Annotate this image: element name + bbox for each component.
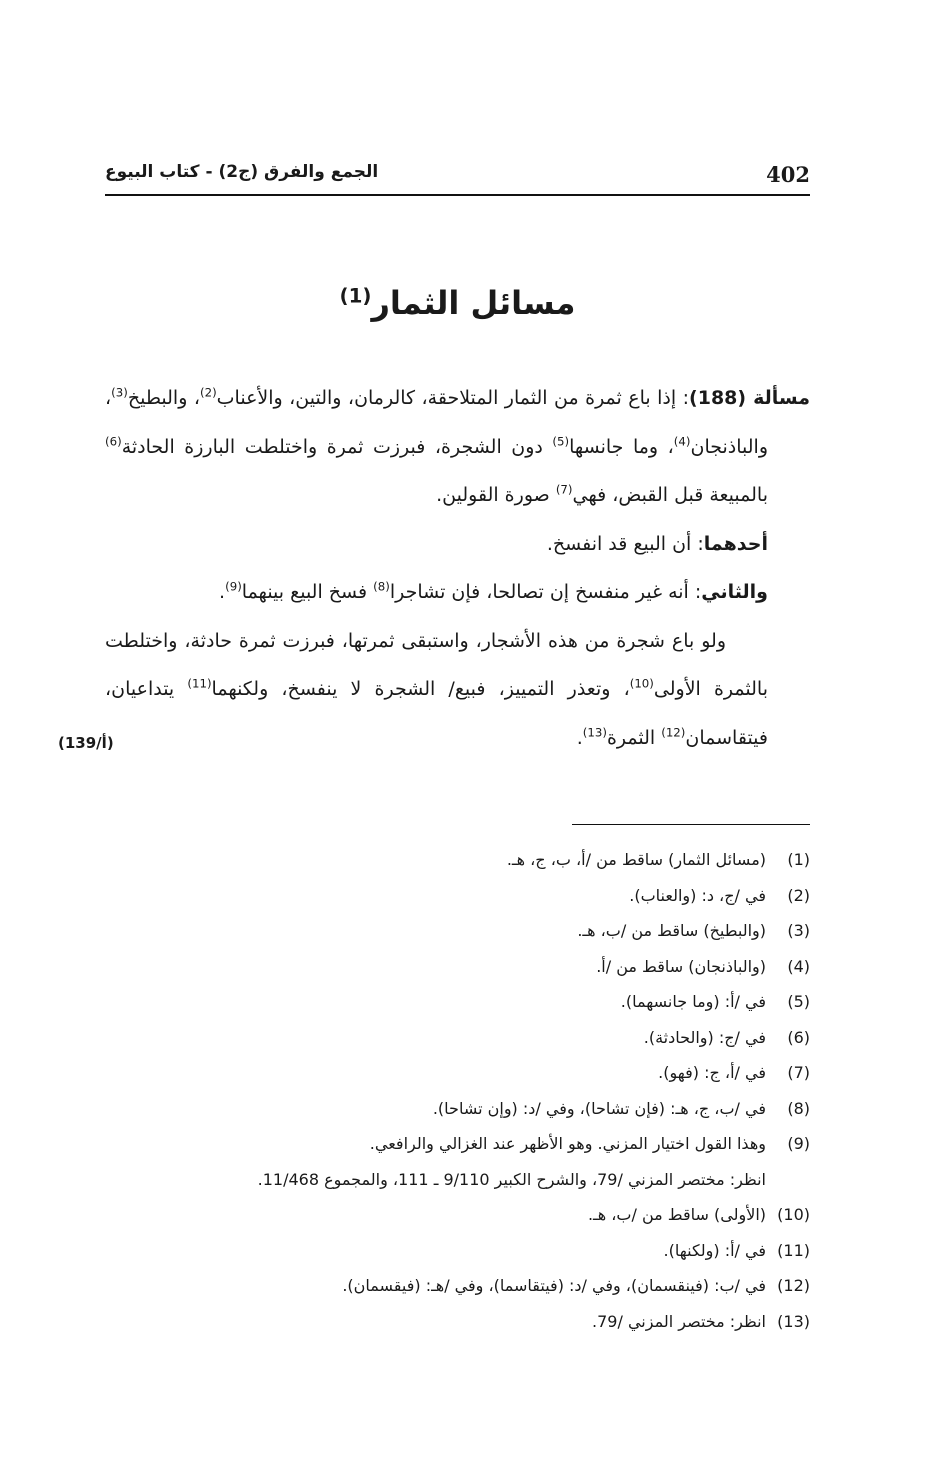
- page-number: 402: [766, 162, 810, 187]
- footnote-ref: (3): [111, 385, 128, 400]
- footnote: [105, 949, 810, 985]
- paragraph-first-opinion: [105, 520, 810, 569]
- footnote-number: (13): [777, 1311, 810, 1331]
- footnote: [105, 1304, 810, 1340]
- footnote-text: في /ب، ج، هـ: (فإن تشاحا)، وفي /د: (وإن تشاحا).: [432, 1098, 766, 1118]
- text-run: الثمرة: [606, 726, 662, 749]
- text-run: ولو باع شجرة من هذه الأشجار، واستبقى ثمرتها، فبرزت ثمرة حادثة، واختلطت بالثمرة الأولى: [105, 629, 768, 700]
- footnote-ref: (4): [673, 434, 691, 449]
- footnote-text: في /أ، ج: (فهو).: [658, 1063, 766, 1082]
- footnote-number: (10): [777, 1205, 810, 1224]
- footnote-ref: (6): [105, 434, 122, 449]
- footnote-text: في /ب: (فينقسمان)، وفي /د: (فيتقاسما)، وفي /هـ: (فيقسمان).: [342, 1276, 766, 1295]
- text-run: : أنه غير منفسخ إن تصالحا، فإن تشاجرا: [389, 581, 702, 603]
- text-run: ، والباذنجان: [105, 387, 769, 458]
- footnote: [105, 1055, 810, 1091]
- footnote-text: (والباذنجان) ساقط من /أ.: [596, 956, 766, 976]
- footnote-ref: (12): [661, 725, 686, 740]
- paragraph-masala-188: [105, 374, 810, 520]
- footnote: [105, 1268, 810, 1304]
- chapter-title: [105, 284, 810, 322]
- footnote-number: (5): [787, 992, 810, 1011]
- footnote-ref: (7): [555, 482, 573, 497]
- footnote-text: انظر: مختصر المزني /79.: [592, 1311, 766, 1331]
- footnote-ref: (5): [552, 434, 570, 449]
- footnote-text: في /ج، د: (والعناب).: [629, 885, 766, 905]
- footnote: [105, 1020, 810, 1056]
- footnote-separator: [572, 824, 810, 825]
- footnote-text: (والبطيخ) ساقط من /ب، هـ.: [577, 921, 766, 940]
- footnote: [105, 913, 810, 949]
- footnote-continuation: [105, 1162, 810, 1198]
- footnote-number: (9): [787, 1134, 810, 1153]
- text-run: يتداعيان، فيتقاسمان: [105, 678, 768, 749]
- chapter-title-text: مسائل الثمار: [371, 284, 576, 322]
- manuscript-folio-note: (139/أ): [58, 734, 114, 752]
- footnote: [105, 1197, 810, 1233]
- footnote-text: في /أ: (ولكنها).: [663, 1240, 766, 1260]
- footnotes: [105, 842, 810, 1339]
- text-run: صورة القولين.: [436, 484, 556, 506]
- footnote: [105, 842, 810, 878]
- text-run: .: [219, 581, 226, 603]
- footnote-text: في /أ: (وما جانسهما).: [620, 992, 766, 1011]
- footnote-text: انظر: مختصر المزني /79، والشرح الكبير 9/110 ـ 111، والمجموع 11/468.: [257, 1169, 766, 1189]
- body-text: [105, 374, 810, 762]
- footnote-text: في /ج: (والحادثة).: [643, 1027, 766, 1047]
- footnote-ref: (10): [629, 676, 654, 691]
- text-run: : أن البيع قد انفسخ.: [546, 532, 704, 555]
- opinion-label: أحدهما: [703, 532, 768, 555]
- footnote-number: (3): [787, 921, 810, 940]
- footnote-text: وهذا القول اختيار المزني. وهو الأظهر عند الغزالي والرافعي.: [369, 1134, 766, 1153]
- paragraph-tree-sale: [105, 617, 810, 763]
- footnote-number: (7): [787, 1063, 810, 1082]
- opinion-label: والثاني: [701, 581, 768, 603]
- footnote-ref: (13): [582, 725, 607, 740]
- footnote-ref: (8): [373, 579, 390, 594]
- footnote-number: (4): [787, 956, 810, 976]
- footnote-number: [766, 1162, 810, 1198]
- footnote-number: (11): [777, 1240, 810, 1260]
- footnote-number: (2): [787, 885, 810, 905]
- footnote-text: (مسائل الثمار) ساقط من /أ، ب، ج، هـ.: [506, 850, 766, 869]
- footnote-ref: (9): [225, 579, 242, 594]
- text-run: ، وما جانسها: [569, 435, 674, 458]
- footnote-text: (الأولى) ساقط من /ب، هـ.: [587, 1205, 766, 1224]
- text-run: ، والبطيخ: [127, 387, 200, 409]
- footnote-number: (8): [787, 1098, 810, 1118]
- footnote-ref: (1): [339, 284, 372, 308]
- paragraph-second-opinion: [105, 568, 810, 617]
- footnote: [105, 1233, 810, 1269]
- footnote-number: (12): [777, 1276, 810, 1295]
- text-run: .: [576, 726, 583, 749]
- footnote-ref: (2): [199, 385, 217, 400]
- text-run: ، وتعذر التمييز، فبيع/ الشجرة لا ينفسخ، ولكنهما: [211, 678, 630, 700]
- text-run: فسخ البيع بينهما: [241, 581, 374, 603]
- running-header: [105, 160, 810, 196]
- footnote: [105, 984, 810, 1020]
- footnote: [105, 1091, 810, 1127]
- text-run: : إذا باع ثمرة من الثمار المتلاحقة، كالرمان، والتين، والأعناب: [216, 387, 690, 409]
- text-run: دون الشجرة، فبرزت ثمرة واختلطت البارزة الحادثة: [121, 435, 553, 458]
- footnote-ref: (11): [187, 676, 212, 691]
- text-run: بالمبيعة قبل القبض، فهي: [572, 484, 768, 506]
- footnote-number: (6): [787, 1027, 810, 1047]
- issue-label: مسألة (188): [689, 387, 811, 409]
- footnote: [105, 878, 810, 914]
- footnote: [105, 1126, 810, 1162]
- running-title: الجمع والفرق (ج2) - كتاب البيوع: [105, 162, 379, 182]
- footnote-number: (1): [787, 850, 810, 869]
